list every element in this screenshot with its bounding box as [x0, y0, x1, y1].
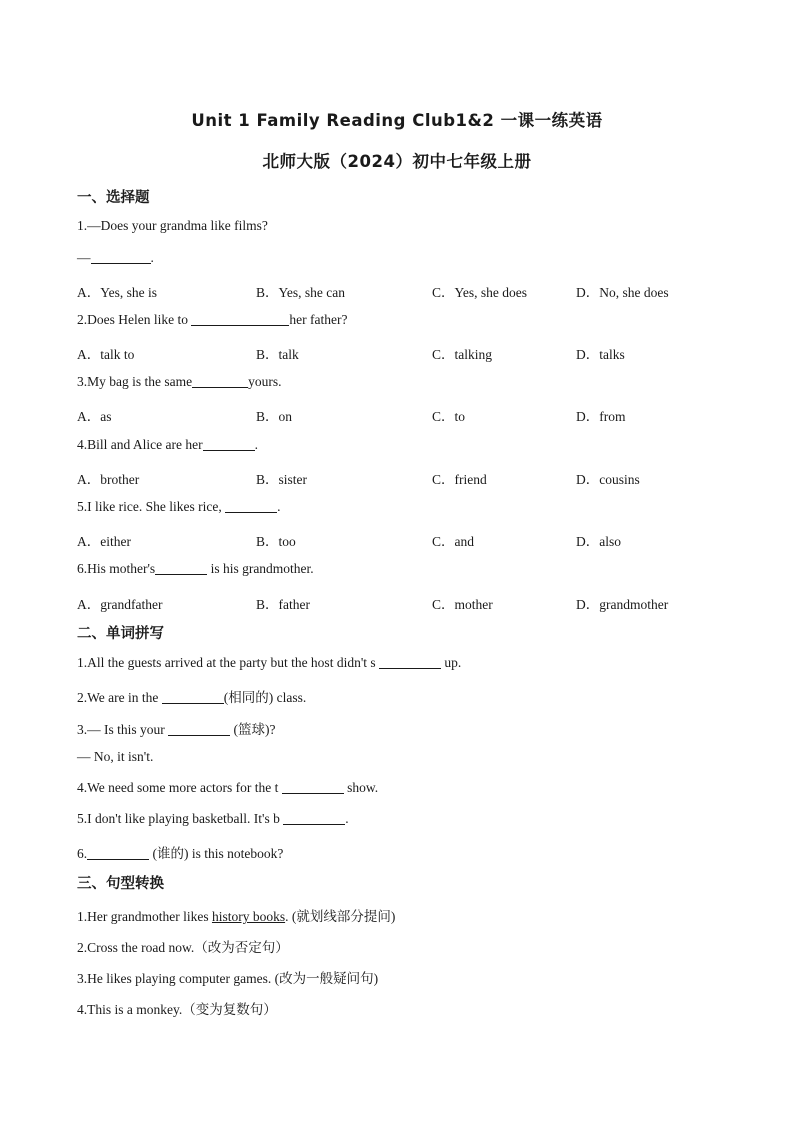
stem-pre: 6. [77, 846, 88, 861]
stem-pre: 5.I don't like playing basketball. It's b [77, 811, 284, 826]
question-1-option-a[interactable]: A．Yes, she is [77, 285, 158, 300]
question-1-answer-line [77, 250, 154, 266]
dash-text: — [77, 250, 91, 265]
spelling-5 [77, 811, 349, 827]
answer-blank[interactable] [91, 251, 151, 264]
stem-post: (谁的) is this notebook? [149, 846, 284, 861]
question-1-option-b[interactable]: B．Yes, she can [256, 285, 346, 300]
stem-post: . [277, 499, 281, 514]
question-6-stem [77, 561, 314, 577]
stem-pre: 3.— Is this your [77, 722, 169, 737]
stem-pre: 3.My bag is the same [77, 374, 193, 389]
stem-pre: 4.Bill and Alice are her [77, 437, 203, 452]
question-5-option-c[interactable]: C．and [432, 534, 474, 549]
document-title: Unit 1 Family Reading Club1&2 一课一练英语 [191, 111, 603, 130]
end-text: . [150, 250, 154, 265]
question-4-option-b[interactable]: B．sister [256, 472, 308, 487]
question-6-option-c[interactable]: C．mother [432, 597, 493, 612]
section-heading-spelling: 二、单词拼写 [77, 626, 164, 642]
stem-post: up. [441, 655, 462, 670]
stem-pre: 4.We need some more actors for the t [77, 780, 282, 795]
question-5-option-b[interactable]: B．too [256, 534, 296, 549]
question-3-stem [77, 374, 281, 390]
stem-post: her father? [289, 312, 348, 327]
spelling-4 [77, 780, 378, 796]
question-1-option-d[interactable]: D．No, she does [576, 285, 669, 300]
stem-post: . (就划线部分提问) [285, 909, 396, 924]
answer-blank[interactable] [162, 691, 224, 704]
question-4-stem [77, 437, 258, 453]
answer-blank[interactable] [282, 781, 344, 794]
question-4-option-a[interactable]: A．brother [77, 472, 140, 487]
transform-3: 3.He likes playing computer games. (改为一般疑问句) [77, 971, 379, 986]
spelling-2 [77, 686, 306, 706]
stem-pre: 2.Does Helen like to [77, 312, 192, 327]
spelling-3-answer: — No, it isn't. [77, 749, 154, 764]
question-1-stem: 1.—Does your grandma like films? [77, 218, 268, 233]
section-heading-transform: 三、句型转换 [77, 876, 164, 892]
answer-blank[interactable] [203, 438, 255, 451]
question-4-option-c[interactable]: C．friend [432, 472, 487, 487]
question-5-option-d[interactable]: D．also [576, 534, 621, 549]
question-2-option-d[interactable]: D．talks [576, 347, 625, 362]
answer-blank[interactable] [192, 375, 248, 388]
transform-4: 4.This is a monkey.（变为复数句） [77, 1002, 277, 1017]
question-3-option-b[interactable]: B．on [256, 409, 293, 424]
question-5-stem [77, 499, 280, 515]
document-subtitle: 北师大版（2024）初中七年级上册 [262, 152, 532, 171]
stem-pre: 6.His mother's [77, 561, 156, 576]
stem-post: (篮球)? [230, 722, 276, 737]
spelling-6 [77, 842, 283, 862]
stem-pre: 1.Her grandmother likes [77, 909, 212, 924]
answer-blank[interactable] [191, 313, 289, 326]
question-1-option-c[interactable]: C．Yes, she does [432, 285, 528, 300]
transform-2: 2.Cross the road now.（改为否定句） [77, 940, 289, 955]
answer-blank[interactable] [225, 500, 277, 513]
stem-post: yours. [248, 374, 282, 389]
answer-blank[interactable] [87, 847, 149, 860]
stem-post: is his grandmother. [207, 561, 314, 576]
stem-post: . [254, 437, 258, 452]
question-3-option-d[interactable]: D．from [576, 409, 626, 424]
question-3-option-c[interactable]: C．to [432, 409, 466, 424]
transform-1 [77, 905, 395, 925]
question-2-option-c[interactable]: C．talking [432, 347, 492, 362]
section-heading-choice: 一、选择题 [77, 190, 150, 206]
question-3-option-a[interactable]: A．as [77, 409, 112, 424]
stem-pre: 1.All the guests arrived at the party but the host didn't s [77, 655, 380, 670]
question-4-option-d[interactable]: D．cousins [576, 472, 640, 487]
answer-blank[interactable] [283, 812, 345, 825]
answer-blank[interactable] [168, 723, 230, 736]
stem-post: show. [343, 780, 379, 795]
stem-post: (相同的) class. [223, 690, 307, 705]
underlined-phrase: history books [211, 909, 286, 924]
question-6-option-d[interactable]: D．grandmother [576, 597, 669, 612]
stem-pre: 2.We are in the [77, 690, 162, 705]
stem-post: . [345, 811, 349, 826]
question-6-option-b[interactable]: B．father [256, 597, 310, 612]
spelling-1 [77, 655, 461, 671]
question-2-option-b[interactable]: B．talk [256, 347, 299, 362]
stem-pre: 5.I like rice. She likes rice, [77, 499, 226, 514]
answer-blank[interactable] [379, 656, 441, 669]
question-2-option-a[interactable]: A．talk to [77, 347, 135, 362]
question-5-option-a[interactable]: A．either [77, 534, 131, 549]
spelling-3 [77, 718, 275, 738]
answer-blank[interactable] [155, 562, 207, 575]
question-2-stem [77, 312, 347, 328]
question-6-option-a[interactable]: A．grandfather [77, 597, 163, 612]
